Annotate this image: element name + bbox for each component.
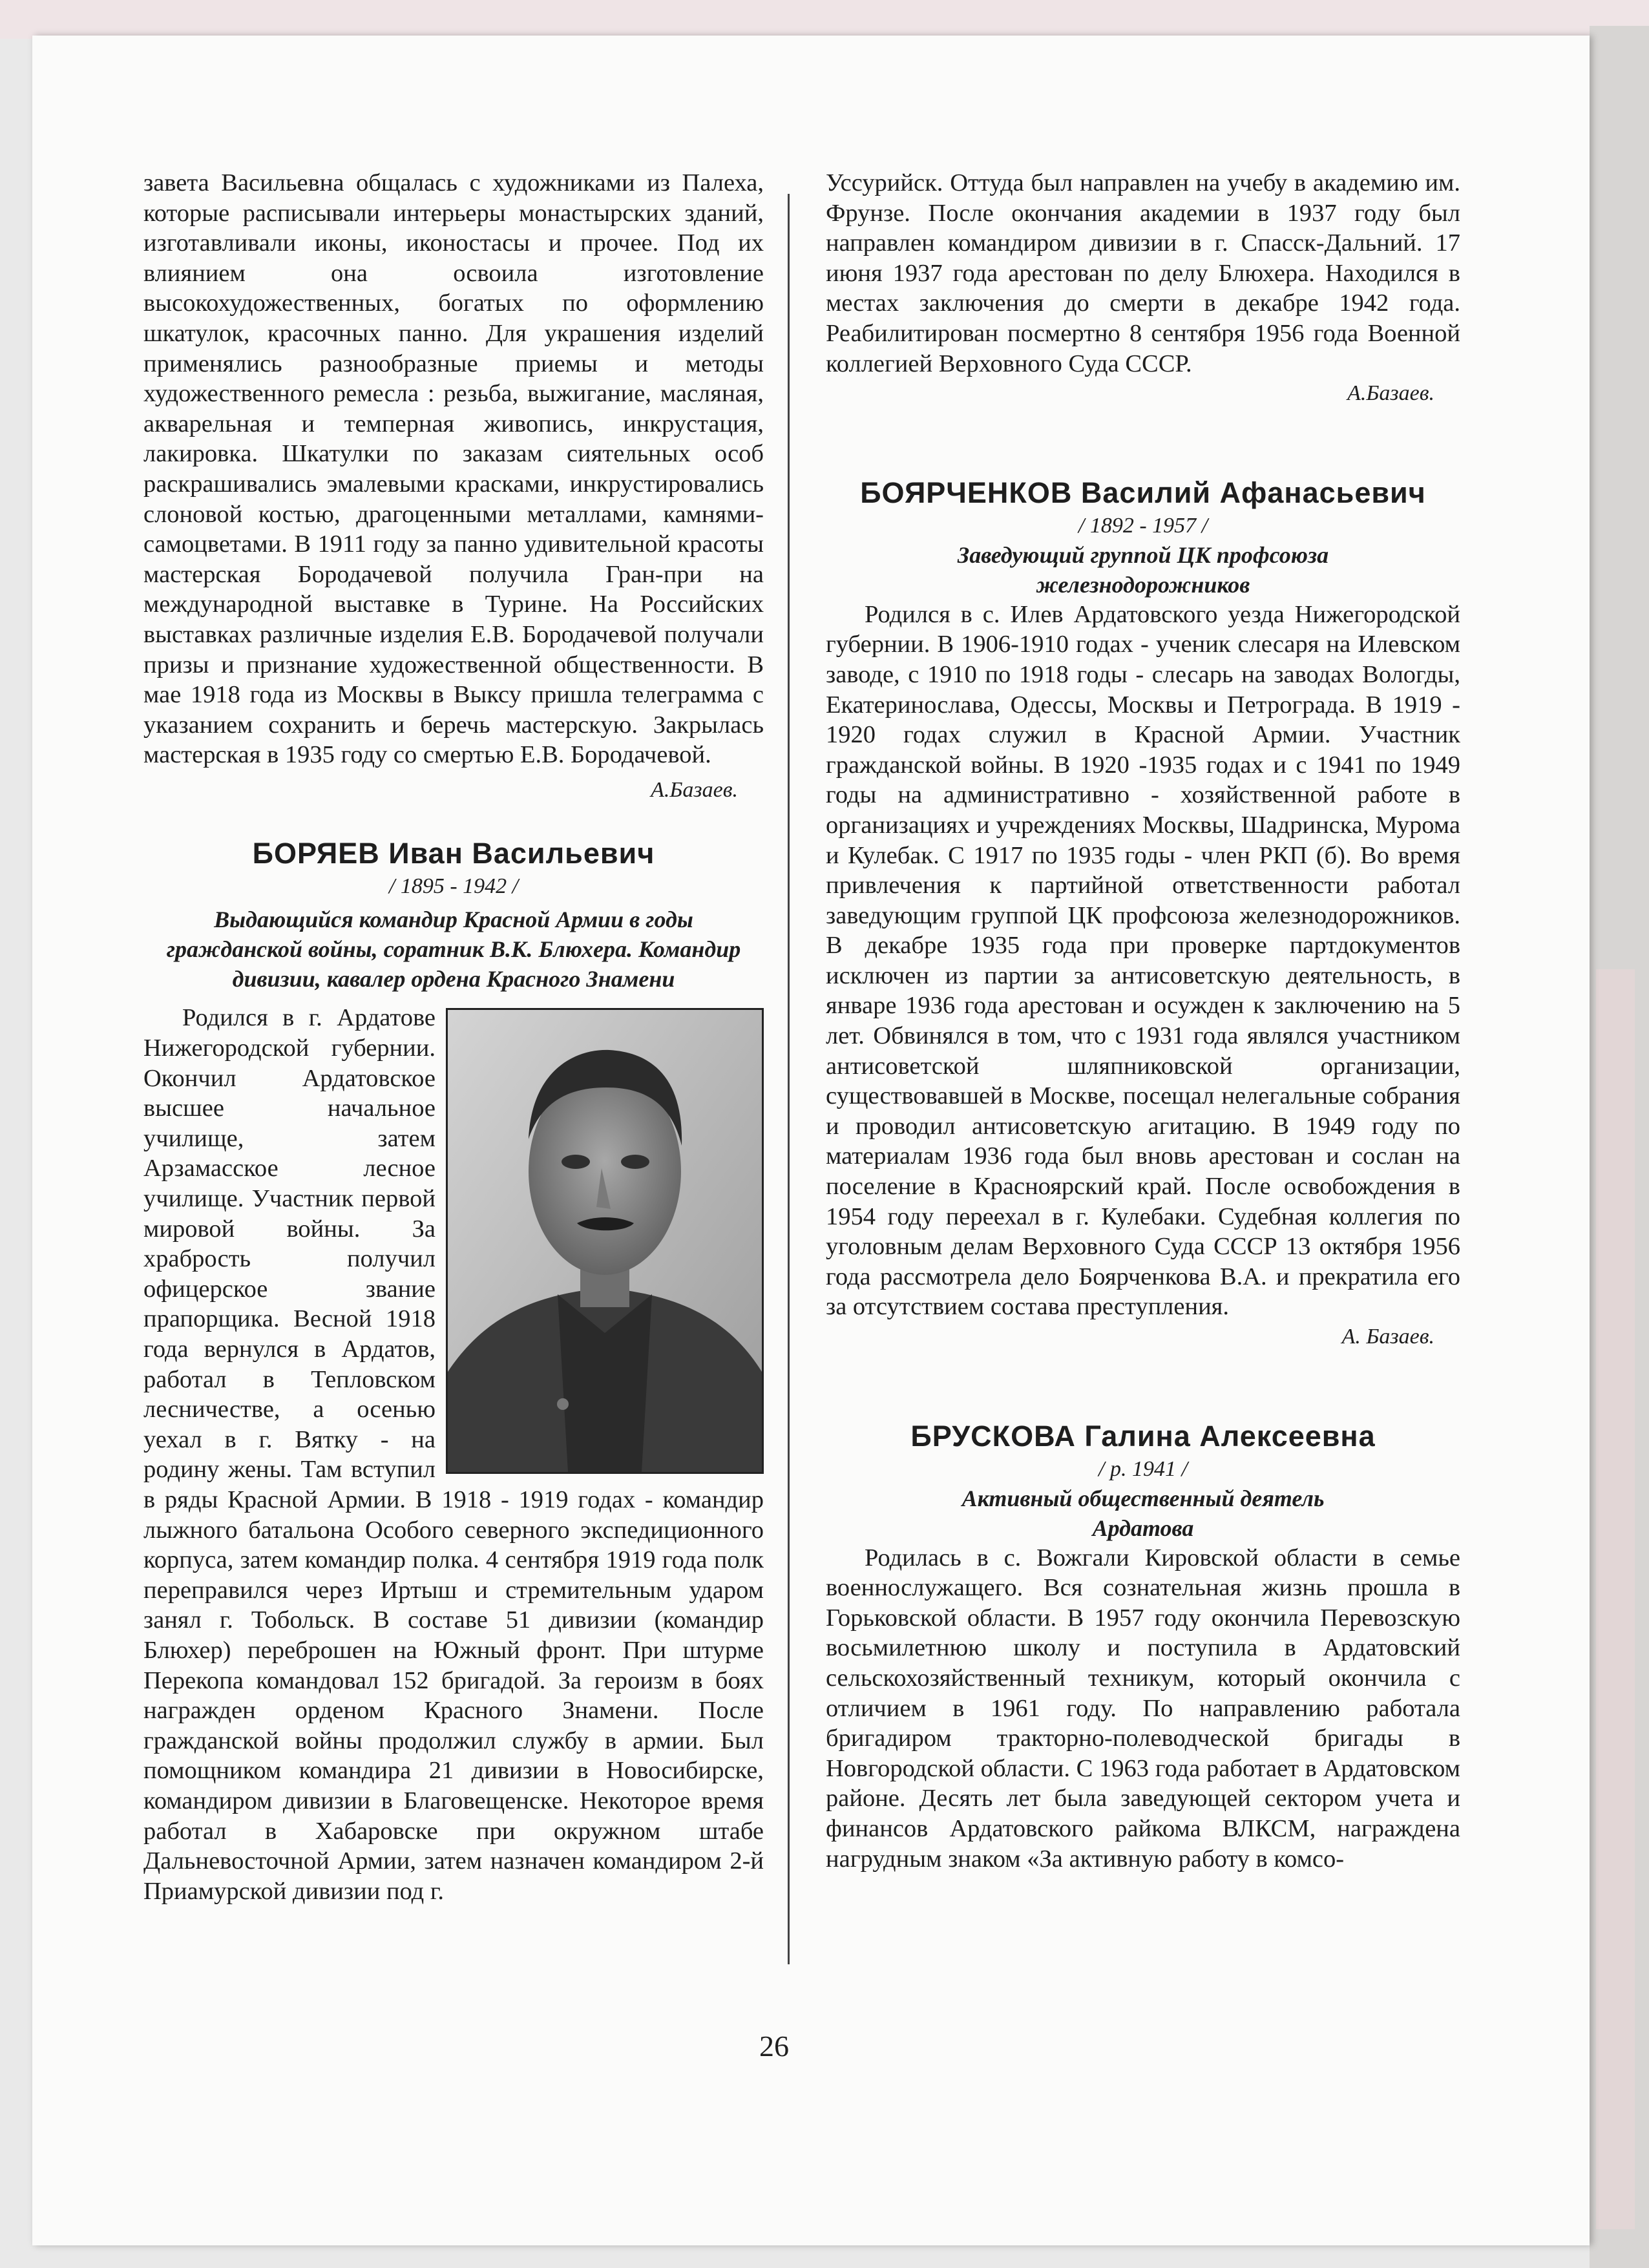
continuation-signature: А.Базаев. <box>1347 381 1434 406</box>
left-column <box>143 168 764 1906</box>
entry-years-bruskova: / р. 1941 / <box>1098 1456 1188 1481</box>
entry-years-boyarchenkov: / 1892 - 1957 / <box>1078 513 1208 538</box>
entry-biography-boryaev: Родился в г. Ардатове Нижегородской губернии. Окончил Ардатовское высшее начальное училище, затем Арзамасское лесное училище. Участник первой мировой войны. За храбрость получил офицерское звание прапорщика. Весной 1918 года вернулся в Ардатов, работал в Тепловском лесничестве, а осенью уехал в г. Вятку - на родину жены. Там вступил в ряды Красной Армии. В 1918 - 1919 годах - командир лыжного батальона Особого северного экспедиционного корпуса, затем командир полка. 4 сентября 1919 года полк переправился через Иртыш и стремительным ударом занял г. Тобольск. В составе 51 дивизии (командир Блюхер) переброшен на Южный фронт. При штурме Перекопа командовал 152 бригадой. За героизм в боях награжден орденом Красного Знамени. После гражданской войны продолжил службу в армии. Был помощником командира 21 дивизии в Новосибирске, командиром дивизии в Благовещенске. Некоторое время работал в Хабаровске при окружном штабе Дальневосточной Армии, затем назначен командиром 2-й Приамурской дивизии под г. <box>143 1004 764 1905</box>
intro-signature: А.Базаев. <box>651 777 738 802</box>
entry-role-boyarchenkov-line2: железнодорожников <box>1036 571 1250 598</box>
entry-role-bruskova-line2: Ардатова <box>1092 1515 1194 1541</box>
entry-role-boryaev: Выдающийся командир Красной Армии в годы гражданской войны, соратник В.К. Блюхера. Командир дивизии, кавалер ордена Красного Знамени <box>166 907 741 992</box>
portrait-image <box>448 1010 762 1472</box>
entry-name-bruskova: БРУСКОВА Галина Алексеевна <box>910 1419 1376 1453</box>
entry-name-boryaev: БОРЯЕВ Иван Васильевич <box>252 837 655 870</box>
intro-paragraph: завета Васильевна общалась с художниками из Палеха, которые расписывали интерьеры монастырских зданий, изготавливали иконы, иконостасы и прочее. Под их влиянием она освоила изготовление высокохудожественных, богатых по оформлению шкатулок, красочных панно. Для украшения изделий применялись разнообразные приемы и методы художественного ремесла : резьба, выжигание, масляная, акварельная и темперная живопись, инкрустация, лакировка. Шкатулки по заказам сиятельных особ раскрашивались эмалевыми красками, инкрустировались слоновой костью, драгоценными металлами, камнями-самоцветами. В 1911 году за панно удивительной красоты мастерская Бородачевой получила Гран-при на международной выставке в Турине. На Российских выставках различные изделия Е.В. Бородачевой получали призы и признание художественной общественности. В мае 1918 года из Москвы в Выксу пришла телеграмма с указанием сохранить и беречь мастерскую. Закрылась мастерская в 1935 году со смертью Е.В. Бородачевой. <box>143 169 764 769</box>
column-divider <box>788 194 790 1964</box>
page-right-edge-tint <box>1596 969 1635 2229</box>
entry-biography-boyarchenkov: Родился в с. Илев Ардатовского уезда Нижегородской губернии. В 1906-1910 годах - ученик слесаря на Илевском заводе, с 1910 по 1918 годы - слесарь на заводах Вологды, Екатеринослава, Одессы, Москвы и Петрограда. В 1919 - 1920 годах служил в Красной Армии. Участник гражданской войны. В 1920 -1935 годах и с 1941 по 1949 годы на административно - хозяйственной работе в организациях и учреждениях Москвы, Шадринска, Мурома и Кулебак. С 1917 по 1935 годы - член РКП (б). Во время привлечения к партийной ответственности работал заведующим группой ЦК профсоюза железнодорожников. В декабре 1935 года при проверке партдокументов исключен из партии за антисоветскую деятельность, в январе 1936 года арестован и осужден к заключению на 5 лет. Обвинялся в том, что с 1931 года являлся участником антисоветской шляпниковской организации, существовавшей в Москве, посещал нелегальные собрания и проводил антисоветскую агитацию. В 1949 году по материалам 1936 года был вновь арестован и сослан на поселение в Красноярский край. После освобождения в 1954 году переехал в г. Кулебаки. Судебная коллегия по уголовным делам Верховного Суда СССР 13 октября 1956 года рассмотрела дело Боярченкова В.А. и прекратила его за отсутствием состава преступления. <box>826 600 1460 1321</box>
entry-name-boyarchenkov: БОЯРЧЕНКОВ Василий Афанасьевич <box>860 476 1426 509</box>
continuation-paragraph: Уссурийск. Оттуда был направлен на учебу в академию им. Фрунзе. После окончания академии в 1937 году был направлен командиром дивизии в г. Спасск-Дальний. 17 июня 1937 года арестован по делу Блюхера. Находился в местах заключения до смерти в декабре 1942 года. Реабилитирован посмертно 8 сентября 1956 года Военной коллегией Верховного Суда СССР. <box>826 169 1460 377</box>
entry-role-bruskova-line1: Активный общественный деятель <box>961 1485 1325 1511</box>
page-top-edge <box>0 0 1649 39</box>
entry-signature-boyarchenkov: А. Базаев. <box>1341 1325 1434 1349</box>
portrait-photo <box>446 1008 764 1474</box>
right-column <box>826 168 1460 1874</box>
page-number: 26 <box>759 2030 789 2063</box>
entry-years-boryaev: / 1895 - 1942 / <box>388 874 519 899</box>
entry-role-boyarchenkov-line1: Заведующий группой ЦК профсоюза <box>957 541 1329 568</box>
entry-biography-bruskova: Родилась в с. Вожгали Кировской области в семье военнослужащего. Вся сознательная жизнь прошла в Горьковской области. В 1957 году окончила Перевозскую восьмилетнюю школу и поступила в Ардатовский сельскохозяйственный техникум, который окончила с отличием в 1961 году. По направлению работала бригадиром тракторно-полеводческой бригады в Новгородской области. С 1963 года работает в Ардатовском районе. Десять лет была заведующей сектором учета и финансов Ардатовского райкома ВЛКСМ, награждена нагрудным знаком «За активную работу в комсо- <box>826 1544 1460 1873</box>
